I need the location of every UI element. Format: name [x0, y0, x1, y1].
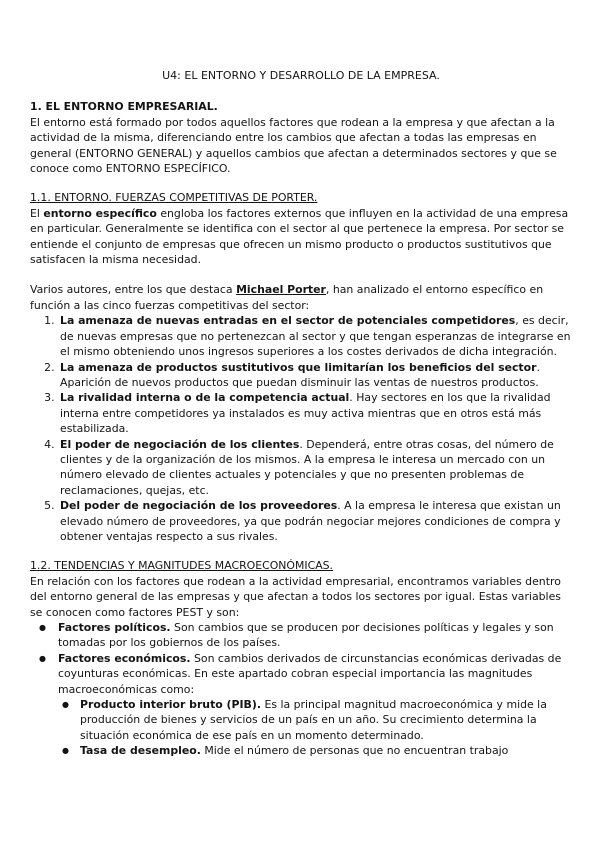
force-text: . Aparición de nuevos productos que puedan disminuir las ventas de nuestros productos. — [60, 360, 540, 389]
factor-text: Son cambios derivados de circunstancias económicas derivadas de coyunturas económicas. En este apartado cobran especial importancia las magnitudes macroeconómicas como: — [58, 651, 562, 696]
section-1-2-intro: En relación con los factores que rodean a la actividad empresarial, encontramos variables dentro del entorno general de las empresas y que afectan a todos los sectores por igual. Estas variables se conocen como factores PEST y son: — [30, 574, 561, 619]
authors-paragraph — [30, 282, 572, 313]
list-item — [58, 437, 572, 499]
force-text: . Hay sectores en los que la rivalidad interna entre competidores ya instalados es muy activa mientras que en otros está más estabilizada. — [60, 391, 551, 436]
force-title: La amenaza de productos sustitutivos que limitarían los beneficios del sector — [60, 360, 537, 374]
porter-forces-list — [30, 313, 572, 544]
pest-factors-list — [30, 620, 572, 759]
list-item — [58, 498, 572, 544]
factor-title: Factores económicos. — [58, 651, 191, 665]
list-item — [58, 390, 572, 436]
force-text: . Dependerá, entre otras cosas, del número de clientes y de la organización de los mismos. A la empresa le interesa un mercado con un número elevado de clientes actuales y potenciales y que no presenten problemas de reclamaciones, quejas, etc. — [60, 437, 554, 497]
section-1-body: El entorno está formado por todos aquellos factores que rodean a la empresa y que afectan a la actividad de la misma, diferenciando entre los cambios que afectan a todas las empresas en general (ENTORNO GENERAL) y aquellos cambios que afectan a determinados sectores y que se conoce como ENTORNO ESPECÍFICO. — [30, 115, 557, 176]
list-item — [80, 743, 572, 758]
force-title: La amenaza de nuevas entradas en el sector de potenciales competidores — [60, 314, 516, 328]
macro-magnitudes-list — [58, 697, 572, 759]
factor-title: Factores políticos. — [58, 621, 171, 634]
authors-pre: Varios autores, entre los que destaca — [30, 283, 237, 297]
force-title: La rivalidad interna o de la competencia actual — [60, 391, 350, 405]
section-1-2-heading: 1.2. TENDENCIAS Y MAGNITUDES MACROECONÓMICAS. — [30, 559, 334, 573]
magnitude-title: Producto interior bruto (PIB). — [80, 698, 261, 712]
force-title: El poder de negociación de los clientes — [60, 437, 300, 451]
section-1-1-heading: 1.1. ENTORNO. FUERZAS COMPETITIVAS DE PORTER. — [30, 191, 318, 205]
magnitude-text: Mide el número de personas que no encuentran trabajo — [200, 744, 509, 758]
section-1-1-intro — [30, 206, 572, 268]
intro-bold-term: entorno específico — [43, 206, 157, 220]
authors-post: , han analizado el entorno específico en función a las cinco fuerzas competitivas del sector: — [30, 283, 544, 312]
author-name: Michael Porter — [236, 283, 326, 297]
list-item — [58, 313, 572, 359]
list-item — [58, 360, 572, 391]
list-item — [58, 620, 572, 651]
intro-pre: El — [30, 206, 44, 220]
force-text: , es decir, de nuevas empresas que no pertenezcan al sector y que tengan esperanzas de integrarse en el mismo obteniendo unos ingresos superiores a los costes derivados de dicha integración. — [60, 314, 571, 359]
magnitude-title: Tasa de desempleo. — [80, 744, 201, 758]
force-title: Del poder de negociación de los proveedores — [60, 499, 338, 513]
force-text: . A la empresa le interesa que existan un elevado número de proveedores, ya que podrán negociar mejores condiciones de compra y obtener ventajas respecto a sus rivales. — [60, 499, 561, 543]
list-item — [58, 651, 572, 759]
factor-text: Son cambios que se producen por decisiones políticas y legales y son tomadas por los gobiernos de los países. — [58, 621, 554, 650]
list-item — [80, 697, 572, 743]
intro-post: engloba los factores externos que influyen en la actividad de una empresa en particular. Generalmente se identifica con el sector al que pertenece la empresa. Por sector se entiende el conjunto de empresas que ofrecen un mismo producto o productos sustitutivos que satisfacen la misma necesidad. — [30, 206, 569, 267]
document-title: U4: EL ENTORNO Y DESARROLLO DE LA EMPRESA. — [162, 69, 440, 82]
section-1-heading: 1. EL ENTORNO EMPRESARIAL. — [30, 100, 218, 114]
magnitude-text: Es la principal magnitud macroeconómica y mide la producción de bienes y servicios de un país en un año. Su crecimiento determina la situación económica de ese país en un momento determinado. — [80, 698, 547, 742]
